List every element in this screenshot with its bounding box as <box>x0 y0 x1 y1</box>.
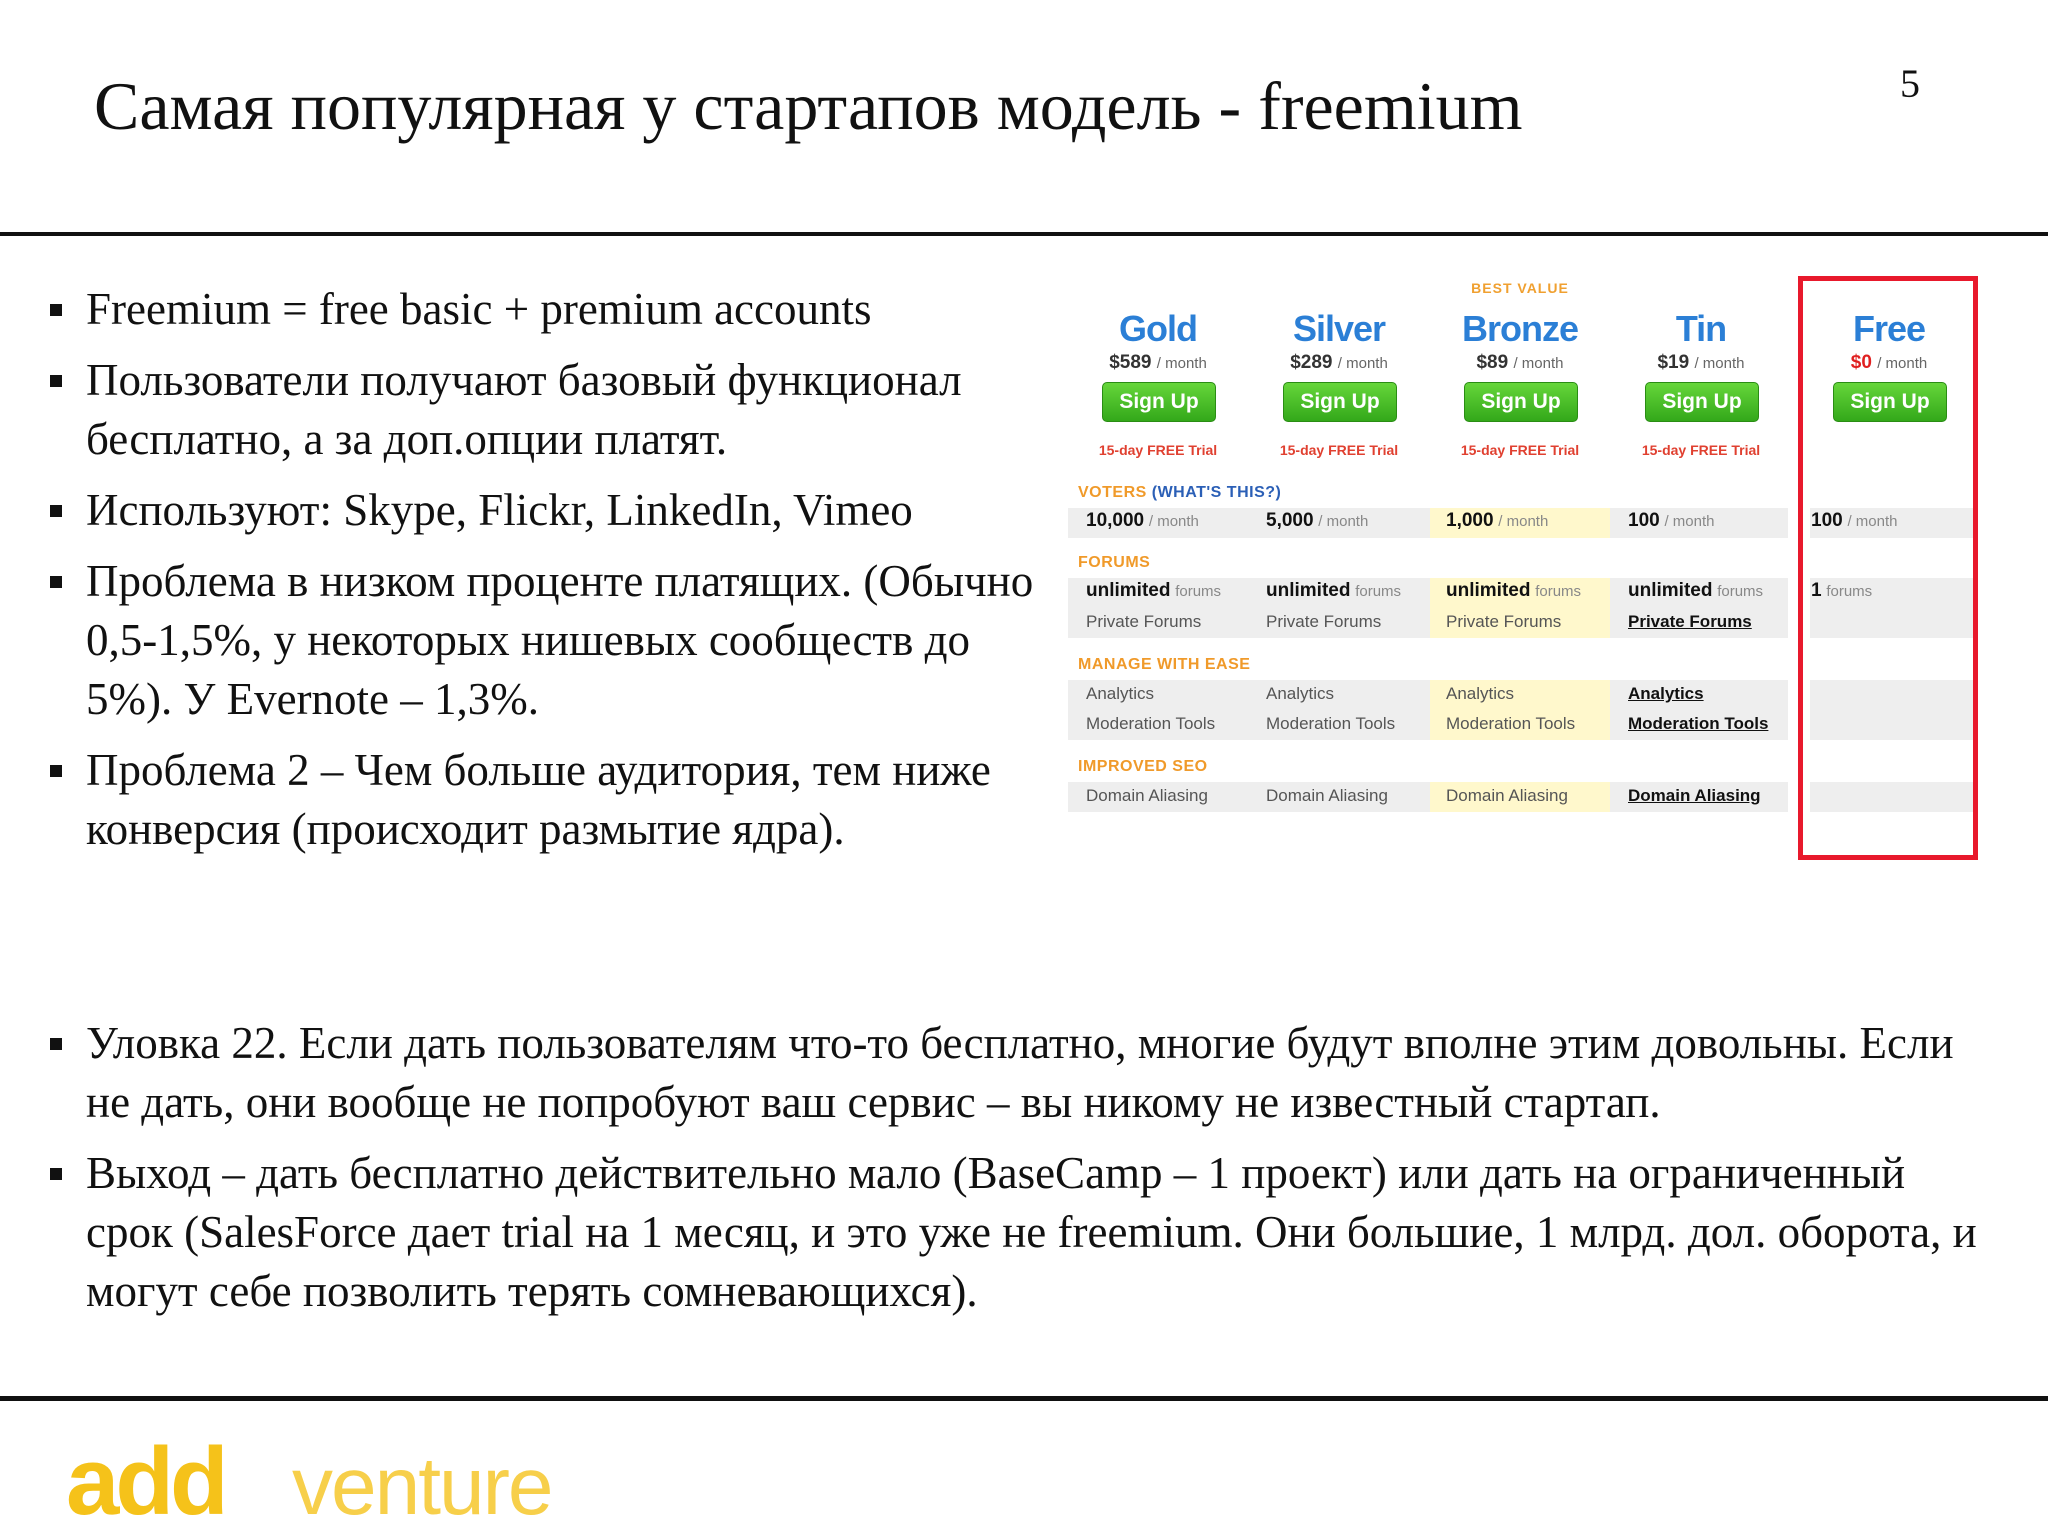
bullet-item: Уловка 22. Если дать пользователям что-то бесплатно, многие будут вполне этим довольны. Если не дать, они вообще не попробуют ваш сервис – вы никому не известный стартап. <box>50 1014 1990 1132</box>
forums-cell[interactable]: Private Forums <box>1628 612 1752 631</box>
add-venture-logo <box>66 1436 586 1526</box>
forums-cell: Private Forums <box>1266 612 1382 631</box>
voters-cell: 100 / month <box>1628 510 1715 531</box>
sign-up-button[interactable]: Sign Up <box>1102 382 1216 422</box>
manage-cell: Analytics <box>1086 684 1155 703</box>
trial-label: 15-day FREE Trial <box>1098 442 1218 458</box>
bullet-item: Пользователи получают базовый функционал бесплатно, а за доп.опции платят. <box>50 351 1060 469</box>
trial-label: 15-day FREE Trial <box>1641 442 1761 458</box>
top-divider <box>0 232 2048 236</box>
plan-price: $589 / month <box>1109 352 1207 373</box>
voters-cell: 10,000 / month <box>1086 510 1199 531</box>
section-manage: MANAGE WITH EASE <box>1078 656 1251 673</box>
forums-cell: Private Forums <box>1446 612 1562 631</box>
bullet-item: Выход – дать бесплатно действительно мало (BaseCamp – 1 проект) или дать на ограниченный срок (SalesForce дает trial на 1 месяц, и это уже не freemium. Они большие, 1 млрд. дол. оборота, и могут себе позволить терять сомневающихся). <box>50 1144 1990 1321</box>
trial-label: 15-day FREE Trial <box>1279 442 1399 458</box>
voters-cell: 1,000 / month <box>1446 510 1549 531</box>
sign-up-button[interactable]: Sign Up <box>1645 382 1759 422</box>
forums-cell: unlimited forums <box>1446 580 1582 601</box>
whats-this-link[interactable]: (WHAT'S THIS?) <box>1151 484 1282 501</box>
seo-cell: Domain Aliasing <box>1266 786 1388 805</box>
section-voters: VOTERS (WHAT'S THIS?) <box>1078 484 1282 501</box>
pricing-table <box>1068 270 1982 990</box>
slide-title: Самая популярная у стартапов модель - freemium <box>94 68 1523 144</box>
forums-cell: unlimited forums <box>1266 580 1402 601</box>
plan-name: Free <box>1852 308 1926 349</box>
manage-cell[interactable]: Analytics <box>1628 684 1704 703</box>
bullet-item: Проблема 2 – Чем больше аудитория, тем ниже конверсия (происходит размытие ядра). <box>50 741 1060 859</box>
sign-up-button[interactable]: Sign Up <box>1833 382 1947 422</box>
sign-up-button[interactable]: Sign Up <box>1283 382 1397 422</box>
manage-cell: Analytics <box>1266 684 1335 703</box>
free-plan-highlight-box <box>1798 276 1978 860</box>
logo-text-venture: venture <box>292 1441 552 1526</box>
manage-cell[interactable]: Moderation Tools <box>1628 714 1769 733</box>
page-number: 5 <box>1900 61 1920 106</box>
bullet-list-left <box>50 280 1060 871</box>
best-value-label: BEST VALUE <box>1471 280 1569 296</box>
forums-cell: 1 forums <box>1811 580 1873 601</box>
trial-label: 15-day FREE Trial <box>1460 442 1580 458</box>
bottom-divider <box>0 1396 2048 1401</box>
seo-cell: Domain Aliasing <box>1446 786 1568 805</box>
bullet-item: Используют: Skype, Flickr, LinkedIn, Vimeo <box>50 481 1060 540</box>
plan-price: $89 / month <box>1476 352 1564 373</box>
voters-cell: 5,000 / month <box>1266 510 1369 531</box>
plan-price: $0 / month <box>1850 352 1928 373</box>
plan-name: Silver <box>1292 308 1386 349</box>
seo-cell: Domain Aliasing <box>1086 786 1208 805</box>
section-seo: IMPROVED SEO <box>1078 758 1208 775</box>
plan-name: Tin <box>1675 308 1727 349</box>
bullet-list-wide <box>50 1014 1990 1333</box>
plan-price: $289 / month <box>1290 352 1388 373</box>
plan-name: Gold <box>1119 308 1197 349</box>
section-forums: FORUMS <box>1078 554 1151 571</box>
plan-name: Bronze <box>1461 308 1578 349</box>
forums-cell: unlimited forums <box>1628 580 1764 601</box>
manage-cell: Moderation Tools <box>1446 714 1576 733</box>
manage-cell: Moderation Tools <box>1266 714 1396 733</box>
bullet-item: Freemium = free basic + premium accounts <box>50 280 1060 339</box>
forums-cell: unlimited forums <box>1086 580 1222 601</box>
logo-text-add: add <box>66 1436 225 1526</box>
manage-cell: Moderation Tools <box>1086 714 1216 733</box>
plan-price: $19 / month <box>1657 352 1745 373</box>
bullet-item: Проблема в низком проценте платящих. (Обычно 0,5-1,5%, у некоторых нишевых сообществ до 5%). У Evernote – 1,3%. <box>50 552 1060 729</box>
manage-cell: Analytics <box>1446 684 1515 703</box>
forums-cell: Private Forums <box>1086 612 1202 631</box>
seo-cell[interactable]: Domain Aliasing <box>1628 786 1761 805</box>
sign-up-button[interactable]: Sign Up <box>1464 382 1578 422</box>
voters-cell: 100 / month <box>1811 510 1898 531</box>
